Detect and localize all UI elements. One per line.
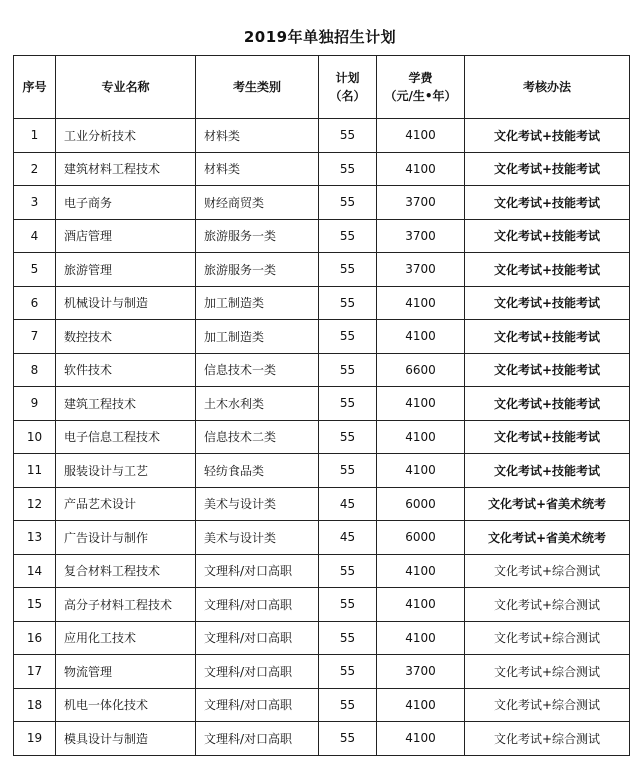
cell-fee: 3700	[377, 186, 465, 220]
cell-exam: 文化考试+技能考试	[465, 320, 630, 354]
cell-no: 9	[14, 387, 56, 421]
table-row	[14, 655, 630, 689]
cell-major: 建筑材料工程技术	[56, 152, 196, 186]
cell-category: 美术与设计类	[196, 521, 319, 555]
cell-exam: 文化考试+技能考试	[465, 152, 630, 186]
cell-major: 工业分析技术	[56, 119, 196, 153]
cell-category: 财经商贸类	[196, 186, 319, 220]
cell-no: 1	[14, 119, 56, 153]
enrollment-plan-table	[13, 55, 630, 756]
cell-exam: 文化考试+技能考试	[465, 186, 630, 220]
table-header-row	[14, 56, 630, 119]
cell-no: 5	[14, 253, 56, 287]
cell-major: 模具设计与制造	[56, 722, 196, 756]
cell-exam: 文化考试+技能考试	[465, 420, 630, 454]
cell-category: 旅游服务一类	[196, 219, 319, 253]
cell-plan: 55	[319, 219, 377, 253]
cell-plan: 55	[319, 152, 377, 186]
cell-category: 材料类	[196, 119, 319, 153]
cell-category: 旅游服务一类	[196, 253, 319, 287]
table-row	[14, 688, 630, 722]
cell-exam: 文化考试+技能考试	[465, 119, 630, 153]
cell-no: 2	[14, 152, 56, 186]
cell-exam: 文化考试+综合测试	[465, 688, 630, 722]
cell-fee: 3700	[377, 253, 465, 287]
cell-category: 文理科/对口高职	[196, 688, 319, 722]
cell-exam: 文化考试+技能考试	[465, 253, 630, 287]
cell-plan: 55	[319, 186, 377, 220]
cell-plan: 45	[319, 487, 377, 521]
cell-category: 加工制造类	[196, 286, 319, 320]
table-row	[14, 387, 630, 421]
table-row	[14, 521, 630, 555]
cell-plan: 55	[319, 554, 377, 588]
cell-fee: 4100	[377, 554, 465, 588]
cell-no: 19	[14, 722, 56, 756]
table-row	[14, 454, 630, 488]
cell-exam: 文化考试+技能考试	[465, 387, 630, 421]
cell-exam: 文化考试+省美术统考	[465, 521, 630, 555]
cell-no: 15	[14, 588, 56, 622]
cell-plan: 55	[319, 621, 377, 655]
cell-plan: 55	[319, 253, 377, 287]
cell-plan: 55	[319, 688, 377, 722]
cell-category: 土木水利类	[196, 387, 319, 421]
cell-plan: 55	[319, 588, 377, 622]
header-category: 考生类别	[196, 56, 319, 119]
cell-no: 12	[14, 487, 56, 521]
cell-no: 18	[14, 688, 56, 722]
cell-plan: 55	[319, 353, 377, 387]
header-plan-line2: （名）	[329, 89, 366, 103]
cell-major: 物流管理	[56, 655, 196, 689]
cell-fee: 4100	[377, 688, 465, 722]
cell-exam: 文化考试+技能考试	[465, 454, 630, 488]
cell-plan: 55	[319, 722, 377, 756]
cell-major: 软件技术	[56, 353, 196, 387]
header-plan	[319, 56, 377, 119]
cell-major: 应用化工技术	[56, 621, 196, 655]
cell-fee: 6000	[377, 521, 465, 555]
header-fee	[377, 56, 465, 119]
cell-fee: 3700	[377, 219, 465, 253]
cell-plan: 55	[319, 454, 377, 488]
cell-category: 轻纺食品类	[196, 454, 319, 488]
cell-exam: 文化考试+技能考试	[465, 353, 630, 387]
cell-exam: 文化考试+技能考试	[465, 286, 630, 320]
cell-fee: 6000	[377, 487, 465, 521]
header-seq: 序号	[14, 56, 56, 119]
cell-no: 17	[14, 655, 56, 689]
table-row	[14, 722, 630, 756]
cell-exam: 文化考试+综合测试	[465, 722, 630, 756]
cell-category: 材料类	[196, 152, 319, 186]
header-exam: 考核办法	[465, 56, 630, 119]
cell-no: 10	[14, 420, 56, 454]
page-title: 2019年单独招生计划	[243, 28, 397, 46]
cell-major: 机械设计与制造	[56, 286, 196, 320]
cell-major: 建筑工程技术	[56, 387, 196, 421]
header-plan-line1: 计划	[335, 71, 360, 85]
cell-category: 文理科/对口高职	[196, 655, 319, 689]
cell-major: 电子商务	[56, 186, 196, 220]
cell-major: 数控技术	[56, 320, 196, 354]
table-row	[14, 588, 630, 622]
table-row	[14, 219, 630, 253]
cell-no: 8	[14, 353, 56, 387]
cell-category: 文理科/对口高职	[196, 554, 319, 588]
cell-major: 高分子材料工程技术	[56, 588, 196, 622]
table-row	[14, 286, 630, 320]
header-major: 专业名称	[56, 56, 196, 119]
cell-fee: 4100	[377, 320, 465, 354]
cell-category: 加工制造类	[196, 320, 319, 354]
table-row	[14, 152, 630, 186]
cell-fee: 4100	[377, 420, 465, 454]
table-row	[14, 119, 630, 153]
cell-no: 13	[14, 521, 56, 555]
cell-no: 16	[14, 621, 56, 655]
cell-exam: 文化考试+技能考试	[465, 219, 630, 253]
table-row	[14, 353, 630, 387]
cell-plan: 55	[319, 320, 377, 354]
cell-fee: 4100	[377, 152, 465, 186]
cell-category: 文理科/对口高职	[196, 722, 319, 756]
cell-no: 11	[14, 454, 56, 488]
cell-plan: 55	[319, 655, 377, 689]
cell-fee: 4100	[377, 387, 465, 421]
header-fee-line1: 学费	[408, 71, 433, 85]
cell-major: 机电一体化技术	[56, 688, 196, 722]
cell-major: 电子信息工程技术	[56, 420, 196, 454]
cell-major: 复合材料工程技术	[56, 554, 196, 588]
header-fee-line2: （元/生•年）	[384, 89, 457, 103]
cell-exam: 文化考试+综合测试	[465, 655, 630, 689]
table-row	[14, 320, 630, 354]
cell-category: 信息技术一类	[196, 353, 319, 387]
cell-exam: 文化考试+综合测试	[465, 621, 630, 655]
cell-plan: 45	[319, 521, 377, 555]
table-row	[14, 621, 630, 655]
cell-major: 服装设计与工艺	[56, 454, 196, 488]
cell-plan: 55	[319, 387, 377, 421]
cell-fee: 4100	[377, 286, 465, 320]
cell-category: 美术与设计类	[196, 487, 319, 521]
cell-no: 3	[14, 186, 56, 220]
cell-fee: 3700	[377, 655, 465, 689]
cell-major: 广告设计与制作	[56, 521, 196, 555]
cell-category: 文理科/对口高职	[196, 588, 319, 622]
cell-category: 信息技术二类	[196, 420, 319, 454]
cell-fee: 4100	[377, 119, 465, 153]
cell-exam: 文化考试+综合测试	[465, 554, 630, 588]
table-row	[14, 487, 630, 521]
cell-plan: 55	[319, 119, 377, 153]
cell-fee: 4100	[377, 454, 465, 488]
cell-major: 旅游管理	[56, 253, 196, 287]
cell-no: 6	[14, 286, 56, 320]
cell-fee: 4100	[377, 588, 465, 622]
cell-fee: 4100	[377, 621, 465, 655]
table-row	[14, 554, 630, 588]
cell-no: 7	[14, 320, 56, 354]
cell-plan: 55	[319, 286, 377, 320]
cell-category: 文理科/对口高职	[196, 621, 319, 655]
table-row	[14, 253, 630, 287]
cell-exam: 文化考试+省美术统考	[465, 487, 630, 521]
cell-major: 酒店管理	[56, 219, 196, 253]
cell-major: 产品艺术设计	[56, 487, 196, 521]
table-row	[14, 186, 630, 220]
cell-no: 4	[14, 219, 56, 253]
cell-fee: 4100	[377, 722, 465, 756]
cell-no: 14	[14, 554, 56, 588]
cell-exam: 文化考试+综合测试	[465, 588, 630, 622]
cell-plan: 55	[319, 420, 377, 454]
table-row	[14, 420, 630, 454]
cell-fee: 6600	[377, 353, 465, 387]
